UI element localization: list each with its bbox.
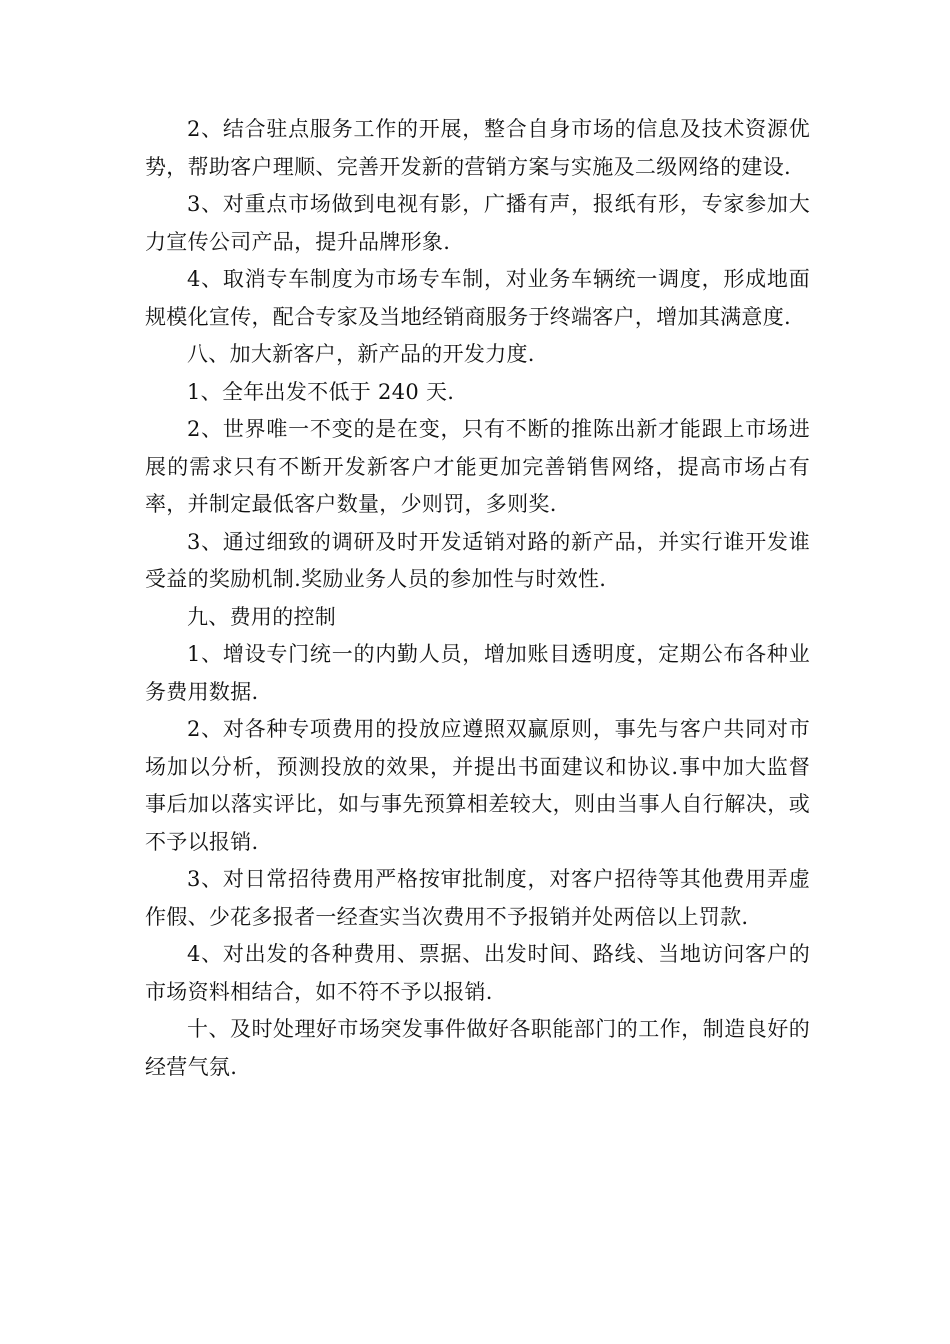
paragraph-service-support: 2、结合驻点服务工作的开展，整合自身市场的信息及技术资源优势，帮助客户理顺、完善开发新的营销方案与实施及二级网络的建设.: [145, 117, 810, 179]
paragraph-travel-days: 1、全年出发不低于 240 天.: [187, 379, 455, 404]
paragraph-internal-staff: 1、增设专门统一的内勤人员，增加账目透明度，定期公布各种业务费用数据.: [145, 642, 810, 704]
paragraph-customer-development: 2、世界唯一不变的是在变，只有不断的推陈出新才能跟上市场进展的需求只有不断开发新客户才能更加完善销售网络，提高市场占有率，并制定最低客户数量，少则罚，多则奖.: [145, 417, 810, 516]
paragraph-travel-expenses: 4、对出发的各种费用、票据、出发时间、路线、当地访问客户的市场资料相结合，如不符不予以报销.: [145, 942, 810, 1004]
section-heading-cost-control: 九、费用的控制: [187, 604, 337, 629]
section-heading-emergency-handling: 十、及时处理好市场突发事件做好各职能部门的工作，制造良好的经营气氛.: [145, 1017, 810, 1079]
paragraph-special-expenses: 2、对各种专项费用的投放应遵照双赢原则，事先与客户共同对市场加以分析，预测投放的效果，并提出书面建议和协议.事中加大监督事后加以落实评比，如与事先预算相差较大，则由当事人自行解决，或不予以报销.: [145, 717, 810, 854]
paragraph-vehicle-dispatch: 4、取消专车制度为市场专车制，对业务车辆统一调度，形成地面规模化宣传，配合专家及当地经销商服务于终端客户，增加其满意度.: [145, 267, 810, 329]
paragraph-media-promotion: 3、对重点市场做到电视有影，广播有声，报纸有形，专家参加大力宣传公司产品，提升品牌形象.: [145, 192, 810, 254]
section-heading-new-customers: 八、加大新客户，新产品的开发力度.: [187, 342, 535, 366]
document-body: [145, 111, 810, 1086]
paragraph-entertainment-expenses: 3、对日常招待费用严格按审批制度，对客户招待等其他费用弄虚作假、少花多报者一经查实当次费用不予报销并处两倍以上罚款.: [145, 867, 810, 929]
paragraph-new-products: 3、通过细致的调研及时开发适销对路的新产品，并实行谁开发谁受益的奖励机制.奖励业务人员的参加性与时效性.: [145, 529, 810, 591]
